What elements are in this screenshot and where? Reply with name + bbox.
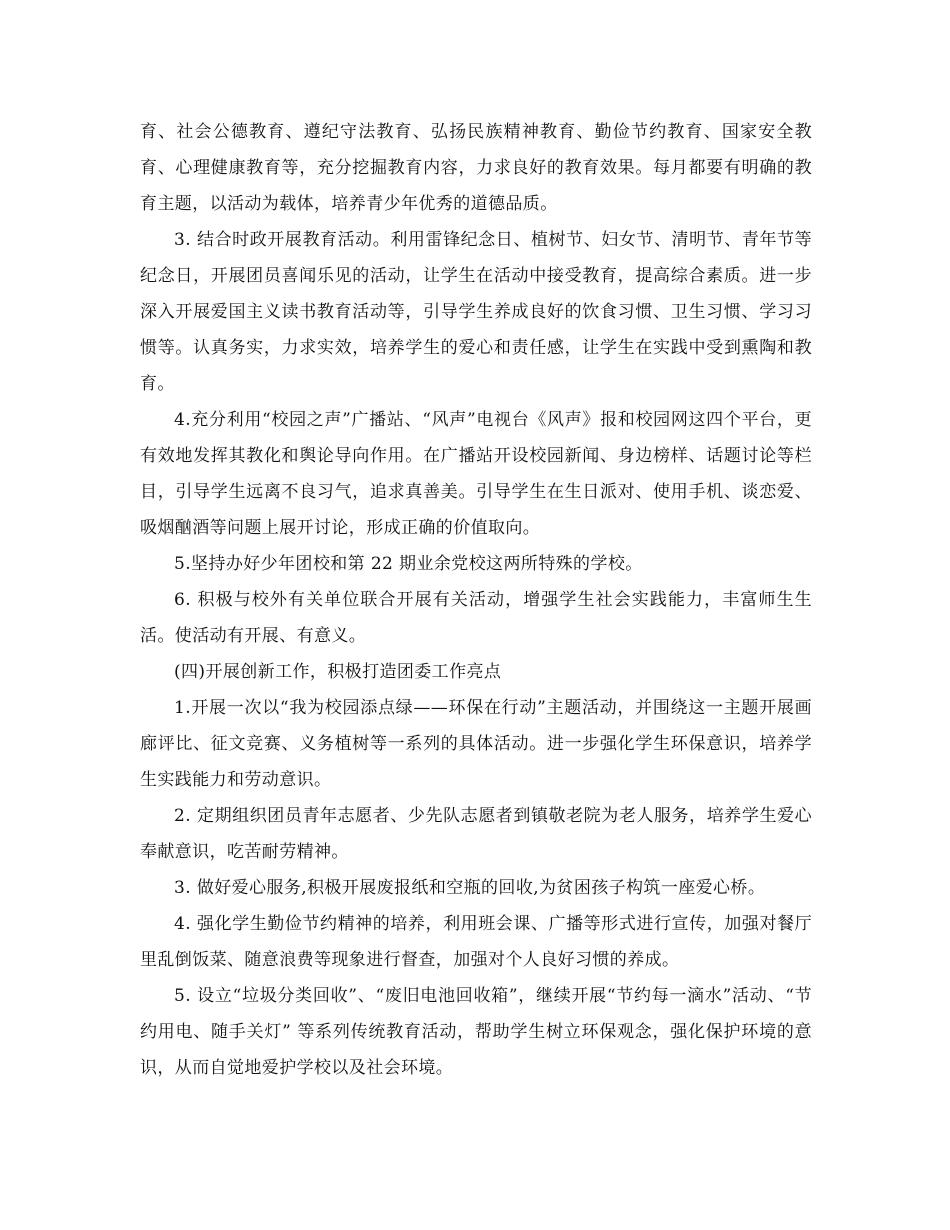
paragraph-innovation-5: 5. 设立“垃圾分类回收”、“废旧电池回收箱”，继续开展“节约每一滴水”活动、“节约用电、随手关灯” 等系列传统教育活动，帮助学生树立环保观念，强化保护环境的意识，从而自觉地爱护学校以及社会环境。	[140, 986, 812, 1078]
paragraph-continuation: 育、社会公德教育、遵纪守法教育、弘扬民族精神教育、勤俭节约教育、国家安全教育、心理健康教育等，充分挖掘教育内容，力求良好的教育效果。每月都要有明确的教育主题，以活动为载体，培养青少年优秀的道德品质。	[140, 122, 812, 214]
paragraph-item-3: 3. 结合时政开展教育活动。利用雷锋纪念日、植树节、妇女节、清明节、青年节等纪念日，开展团员喜闻乐见的活动，让学生在活动中接受教育，提高综合素质。进一步深入开展爱国主义读书教育活动等，引导学生养成良好的饮食习惯、卫生习惯、学习习惯等。认真务实，力求实效，培养学生的爱心和责任感，让学生在实践中受到熏陶和教育。	[140, 230, 812, 394]
paragraph-innovation-1: 1.开展一次以“我为校园添点绿——环保在行动”主题活动，并围绕这一主题开展画廊评比、征文竞赛、义务植树等一系列的具体活动。进一步强化学生环保意识，培养学生实践能力和劳动意识。	[140, 698, 812, 790]
paragraph-innovation-3: 3. 做好爱心服务,积极开展废报纸和空瓶的回收,为贫困孩子构筑一座爱心桥。	[174, 878, 766, 898]
section-heading: (四)开展创新工作，积极打造团委工作亮点	[174, 662, 502, 682]
paragraph-item-4: 4.充分利用“校园之声”广播站、“风声”电视台《风声》报和校园网这四个平台，更有效地发挥其教化和舆论导向作用。在广播站开设校园新闻、身边榜样、话题讨论等栏目，引导学生远离不良习气，追求真善美。引导学生在生日派对、使用手机、谈恋爱、吸烟酗酒等问题上展开讨论，形成正确的价值取向。	[140, 410, 812, 538]
paragraph-innovation-4: 4. 强化学生勤俭节约精神的培养，利用班会课、广播等形式进行宣传，加强对餐厅里乱倒饭菜、随意浪费等现象进行督查，加强对个人良好习惯的养成。	[140, 914, 812, 970]
paragraph-item-5: 5.坚持办好少年团校和第 22 期业余党校这两所特殊的学校。	[174, 554, 643, 574]
document-page	[140, 114, 812, 1086]
paragraph-item-6: 6. 积极与校外有关单位联合开展有关活动，增强学生社会实践能力，丰富师生生活。使活动有开展、有意义。	[140, 590, 812, 646]
paragraph-innovation-2: 2. 定期组织团员青年志愿者、少先队志愿者到镇敬老院为老人服务，培养学生爱心奉献意识，吃苦耐劳精神。	[140, 806, 812, 862]
